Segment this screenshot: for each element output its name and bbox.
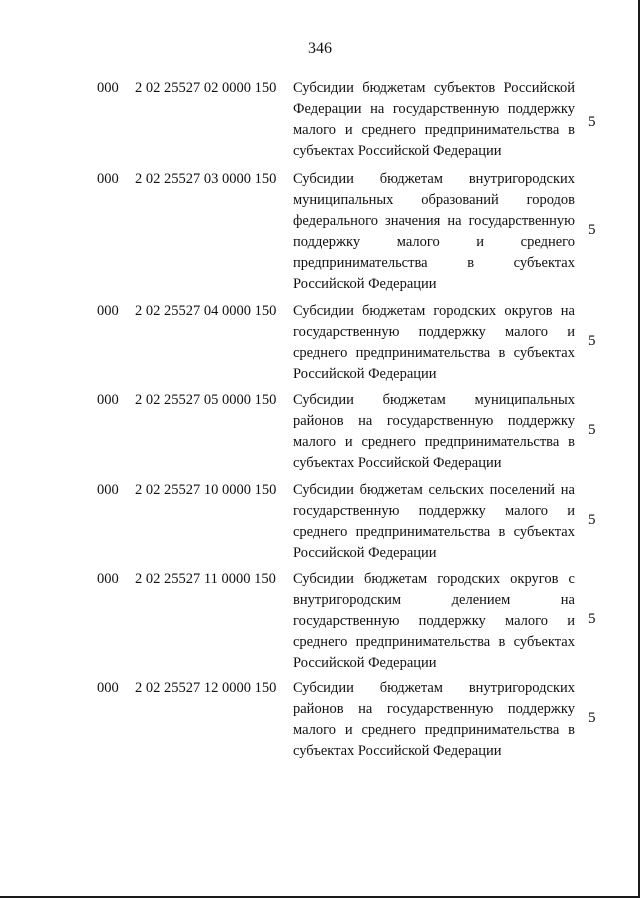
entry-code-prefix: 000: [97, 571, 119, 587]
entry-description-line: субъектах Российской Федерации: [293, 455, 502, 471]
entry-description-line: предпринимательства в субъектах: [293, 255, 575, 271]
entry-description-line: Субсидии бюджетам внутригородских: [293, 171, 575, 187]
entry-description-line: государственную поддержку малого и: [293, 503, 575, 519]
page-number: 346: [308, 40, 332, 57]
entry-value: 5: [588, 710, 596, 726]
entry-description: [293, 678, 575, 762]
entry-budget-code: 2 02 25527 10 0000 150: [135, 482, 277, 498]
entry-description-line: субъектах Российской Федерации: [293, 743, 502, 759]
entry-description: [293, 390, 575, 474]
entry-code-prefix: 000: [97, 80, 119, 96]
entry-description-line: среднего предпринимательства в субъектах: [293, 634, 575, 650]
entry-description: [293, 569, 575, 674]
entry-code-prefix: 000: [97, 303, 119, 319]
entry-budget-code: 2 02 25527 02 0000 150: [135, 80, 277, 96]
entry-description-line: Российской Федерации: [293, 655, 437, 671]
entry-description-line: государственную поддержку малого и: [293, 324, 575, 340]
entry-description-line: малого и среднего предпринимательства в: [293, 122, 575, 138]
entry-description-line: Субсидии бюджетам внутригородских: [293, 680, 575, 696]
entry-description: [293, 169, 575, 295]
entry-description-line: Субсидии бюджетам муниципальных: [293, 392, 575, 408]
entry-description: [293, 78, 575, 162]
entry-description-line: среднего предпринимательства в субъектах: [293, 524, 575, 540]
entry-description: [293, 480, 575, 564]
entry-code-prefix: 000: [97, 171, 119, 187]
entry-budget-code: 2 02 25527 05 0000 150: [135, 392, 277, 408]
entry-description-line: Субсидии бюджетам субъектов Российской: [293, 80, 575, 96]
entry-code-prefix: 000: [97, 680, 119, 696]
entry-description: [293, 301, 575, 385]
entry-code-prefix: 000: [97, 482, 119, 498]
entry-description-line: районов на государственную поддержку: [293, 413, 575, 429]
entry-value: 5: [588, 422, 596, 438]
entry-description-line: Субсидии бюджетам городских округов на: [293, 303, 575, 319]
entry-description-line: Субсидии бюджетам городских округов с: [293, 571, 575, 587]
entry-value: 5: [588, 512, 596, 528]
entry-code-prefix: 000: [97, 392, 119, 408]
entry-budget-code: 2 02 25527 04 0000 150: [135, 303, 277, 319]
entry-description-line: малого и среднего предпринимательства в: [293, 722, 575, 738]
entry-description-line: муниципальных образований городов: [293, 192, 575, 208]
entry-value: 5: [588, 333, 596, 349]
entry-description-line: государственную поддержку малого и: [293, 613, 575, 629]
entry-description-line: федерального значения на государственную: [293, 213, 575, 229]
entry-description-line: районов на государственную поддержку: [293, 701, 575, 717]
entry-value: 5: [588, 114, 596, 130]
entry-budget-code: 2 02 25527 03 0000 150: [135, 171, 277, 187]
entry-description-line: среднего предпринимательства в субъектах: [293, 345, 575, 361]
entry-value: 5: [588, 611, 596, 627]
entry-description-line: внутригородским делением на: [293, 592, 575, 608]
entry-description-line: поддержку малого и среднего: [293, 234, 575, 250]
entry-description-line: Российской Федерации: [293, 366, 437, 382]
entry-budget-code: 2 02 25527 11 0000 150: [135, 571, 276, 587]
entry-description-line: субъектах Российской Федерации: [293, 143, 502, 159]
entry-value: 5: [588, 222, 596, 238]
entry-description-line: Российской Федерации: [293, 545, 437, 561]
entry-description-line: малого и среднего предпринимательства в: [293, 434, 575, 450]
entry-description-line: Федерации на государственную поддержку: [293, 101, 575, 117]
entry-budget-code: 2 02 25527 12 0000 150: [135, 680, 277, 696]
entry-description-line: Российской Федерации: [293, 276, 437, 292]
entry-description-line: Субсидии бюджетам сельских поселений на: [293, 482, 575, 498]
